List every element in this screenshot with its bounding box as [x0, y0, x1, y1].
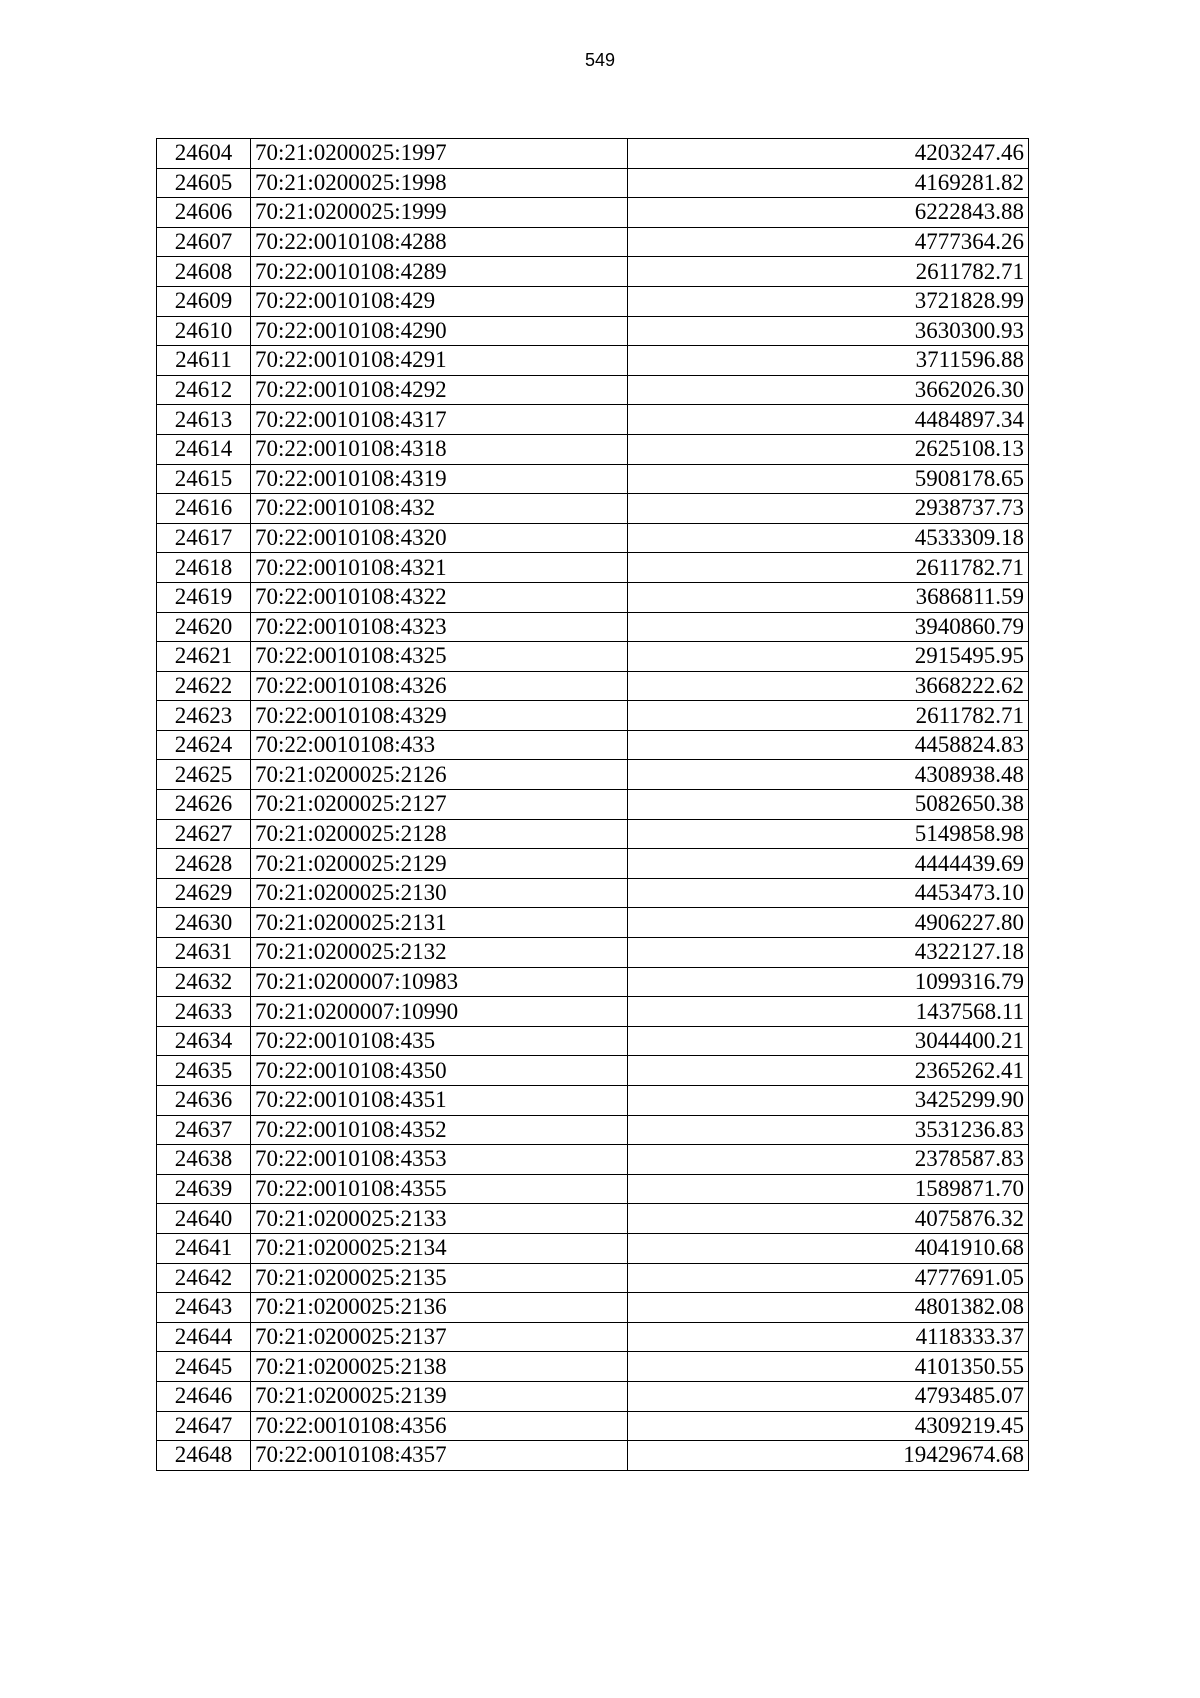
cadastral-value-cell: 5149858.98: [628, 819, 1029, 849]
row-number-cell: 24637: [157, 1115, 251, 1145]
row-number-cell: 24613: [157, 405, 251, 435]
cadastral-number-cell: 70:21:0200025:2130: [251, 878, 628, 908]
table-row: [157, 730, 1029, 760]
table-row: [157, 1026, 1029, 1056]
cadastral-value-cell: 1099316.79: [628, 967, 1029, 997]
cadastral-number-cell: 70:22:0010108:4320: [251, 523, 628, 553]
cadastral-number-cell: 70:21:0200025:2127: [251, 790, 628, 820]
table-row: [157, 1381, 1029, 1411]
cadastral-value-cell: 4308938.48: [628, 760, 1029, 790]
row-number-cell: 24615: [157, 464, 251, 494]
table-row: [157, 346, 1029, 376]
cadastral-value-cell: 5908178.65: [628, 464, 1029, 494]
row-number-cell: 24625: [157, 760, 251, 790]
table-row: [157, 375, 1029, 405]
cadastral-number-cell: 70:22:0010108:4351: [251, 1086, 628, 1116]
cadastral-number-cell: 70:22:0010108:4288: [251, 227, 628, 257]
cadastral-value-cell: 4458824.83: [628, 730, 1029, 760]
row-number-cell: 24648: [157, 1441, 251, 1471]
table-row: [157, 316, 1029, 346]
table-row: [157, 790, 1029, 820]
table-row: [157, 1293, 1029, 1323]
table-row: [157, 612, 1029, 642]
cadastral-number-cell: 70:22:0010108:4289: [251, 257, 628, 287]
row-number-cell: 24619: [157, 582, 251, 612]
table-row: [157, 938, 1029, 968]
table-row: [157, 523, 1029, 553]
cadastral-number-cell: 70:22:0010108:433: [251, 730, 628, 760]
table-row: [157, 671, 1029, 701]
cadastral-value-cell: 4203247.46: [628, 139, 1029, 169]
row-number-cell: 24606: [157, 198, 251, 228]
cadastral-number-cell: 70:22:0010108:4321: [251, 553, 628, 583]
cadastral-value-cell: 3668222.62: [628, 671, 1029, 701]
row-number-cell: 24621: [157, 642, 251, 672]
cadastral-number-cell: 70:21:0200007:10983: [251, 967, 628, 997]
row-number-cell: 24644: [157, 1322, 251, 1352]
table-row: [157, 878, 1029, 908]
cadastral-number-cell: 70:22:0010108:4323: [251, 612, 628, 642]
cadastral-number-cell: 70:22:0010108:429: [251, 286, 628, 316]
cadastral-value-cell: 3425299.90: [628, 1086, 1029, 1116]
table-body: [157, 139, 1029, 1471]
cadastral-number-cell: 70:22:0010108:435: [251, 1026, 628, 1056]
row-number-cell: 24605: [157, 168, 251, 198]
cadastral-value-table: [156, 138, 1029, 1471]
cadastral-value-cell: 4309219.45: [628, 1411, 1029, 1441]
row-number-cell: 24620: [157, 612, 251, 642]
row-number-cell: 24626: [157, 790, 251, 820]
cadastral-value-cell: 4484897.34: [628, 405, 1029, 435]
cadastral-value-cell: 4453473.10: [628, 878, 1029, 908]
cadastral-value-cell: 2938737.73: [628, 494, 1029, 524]
cadastral-value-cell: 3044400.21: [628, 1026, 1029, 1056]
row-number-cell: 24611: [157, 346, 251, 376]
cadastral-value-cell: 3662026.30: [628, 375, 1029, 405]
row-number-cell: 24642: [157, 1263, 251, 1293]
table-row: [157, 553, 1029, 583]
cadastral-value-cell: 4777691.05: [628, 1263, 1029, 1293]
row-number-cell: 24636: [157, 1086, 251, 1116]
table-row: [157, 464, 1029, 494]
table-row: [157, 1233, 1029, 1263]
table-row: [157, 642, 1029, 672]
cadastral-number-cell: 70:22:0010108:4329: [251, 701, 628, 731]
cadastral-value-cell: 4444439.69: [628, 849, 1029, 879]
cadastral-value-cell: 19429674.68: [628, 1441, 1029, 1471]
cadastral-value-cell: 3531236.83: [628, 1115, 1029, 1145]
cadastral-value-cell: 2915495.95: [628, 642, 1029, 672]
cadastral-value-cell: 4777364.26: [628, 227, 1029, 257]
cadastral-number-cell: 70:21:0200025:2131: [251, 908, 628, 938]
cadastral-number-cell: 70:21:0200025:1998: [251, 168, 628, 198]
table-row: [157, 405, 1029, 435]
cadastral-value-cell: 4075876.32: [628, 1204, 1029, 1234]
table-row: [157, 1263, 1029, 1293]
cadastral-number-cell: 70:22:0010108:4353: [251, 1145, 628, 1175]
row-number-cell: 24645: [157, 1352, 251, 1382]
cadastral-number-cell: 70:21:0200025:2126: [251, 760, 628, 790]
row-number-cell: 24624: [157, 730, 251, 760]
cadastral-number-cell: 70:21:0200025:2139: [251, 1381, 628, 1411]
row-number-cell: 24612: [157, 375, 251, 405]
row-number-cell: 24632: [157, 967, 251, 997]
cadastral-number-cell: 70:21:0200025:2128: [251, 819, 628, 849]
table-row: [157, 1411, 1029, 1441]
cadastral-number-cell: 70:22:0010108:4326: [251, 671, 628, 701]
table-row: [157, 701, 1029, 731]
table-row: [157, 434, 1029, 464]
cadastral-number-cell: 70:21:0200025:2134: [251, 1233, 628, 1263]
cadastral-number-cell: 70:22:0010108:4318: [251, 434, 628, 464]
cadastral-value-cell: 2611782.71: [628, 257, 1029, 287]
cadastral-value-cell: 4118333.37: [628, 1322, 1029, 1352]
cadastral-value-cell: 3940860.79: [628, 612, 1029, 642]
cadastral-value-cell: 5082650.38: [628, 790, 1029, 820]
row-number-cell: 24635: [157, 1056, 251, 1086]
table-row: [157, 1145, 1029, 1175]
table-row: [157, 1204, 1029, 1234]
cadastral-number-cell: 70:22:0010108:4325: [251, 642, 628, 672]
cadastral-number-cell: 70:22:0010108:4352: [251, 1115, 628, 1145]
row-number-cell: 24614: [157, 434, 251, 464]
row-number-cell: 24623: [157, 701, 251, 731]
cadastral-value-cell: 3686811.59: [628, 582, 1029, 612]
table-row: [157, 494, 1029, 524]
table-row: [157, 760, 1029, 790]
table-row: [157, 257, 1029, 287]
row-number-cell: 24629: [157, 878, 251, 908]
cadastral-value-cell: 4322127.18: [628, 938, 1029, 968]
row-number-cell: 24647: [157, 1411, 251, 1441]
row-number-cell: 24643: [157, 1293, 251, 1323]
cadastral-value-cell: 2611782.71: [628, 701, 1029, 731]
table-row: [157, 1174, 1029, 1204]
table-row: [157, 967, 1029, 997]
cadastral-value-cell: 2625108.13: [628, 434, 1029, 464]
table-row: [157, 1352, 1029, 1382]
table-row: [157, 1056, 1029, 1086]
cadastral-value-cell: 2365262.41: [628, 1056, 1029, 1086]
cadastral-number-cell: 70:21:0200025:2137: [251, 1322, 628, 1352]
row-number-cell: 24640: [157, 1204, 251, 1234]
cadastral-number-cell: 70:21:0200025:2133: [251, 1204, 628, 1234]
row-number-cell: 24617: [157, 523, 251, 553]
cadastral-value-cell: 4169281.82: [628, 168, 1029, 198]
table-row: [157, 198, 1029, 228]
cadastral-value-cell: 2378587.83: [628, 1145, 1029, 1175]
cadastral-number-cell: 70:22:0010108:4357: [251, 1441, 628, 1471]
table-row: [157, 849, 1029, 879]
cadastral-number-cell: 70:22:0010108:432: [251, 494, 628, 524]
row-number-cell: 24634: [157, 1026, 251, 1056]
cadastral-number-cell: 70:21:0200025:2135: [251, 1263, 628, 1293]
table-row: [157, 582, 1029, 612]
cadastral-number-cell: 70:21:0200007:10990: [251, 997, 628, 1027]
row-number-cell: 24630: [157, 908, 251, 938]
row-number-cell: 24646: [157, 1381, 251, 1411]
table-row: [157, 227, 1029, 257]
cadastral-value-cell: 4101350.55: [628, 1352, 1029, 1382]
table-row: [157, 286, 1029, 316]
row-number-cell: 24608: [157, 257, 251, 287]
cadastral-value-cell: 1589871.70: [628, 1174, 1029, 1204]
cadastral-number-cell: 70:21:0200025:2129: [251, 849, 628, 879]
row-number-cell: 24628: [157, 849, 251, 879]
cadastral-value-cell: 2611782.71: [628, 553, 1029, 583]
table-row: [157, 1322, 1029, 1352]
cadastral-value-cell: 4533309.18: [628, 523, 1029, 553]
cadastral-number-cell: 70:21:0200025:1999: [251, 198, 628, 228]
table-row: [157, 908, 1029, 938]
cadastral-number-cell: 70:22:0010108:4356: [251, 1411, 628, 1441]
cadastral-value-cell: 4793485.07: [628, 1381, 1029, 1411]
cadastral-value-cell: 1437568.11: [628, 997, 1029, 1027]
table-row: [157, 168, 1029, 198]
table-row: [157, 1441, 1029, 1471]
row-number-cell: 24616: [157, 494, 251, 524]
cadastral-number-cell: 70:22:0010108:4319: [251, 464, 628, 494]
cadastral-value-cell: 4906227.80: [628, 908, 1029, 938]
row-number-cell: 24639: [157, 1174, 251, 1204]
row-number-cell: 24627: [157, 819, 251, 849]
cadastral-number-cell: 70:21:0200025:1997: [251, 139, 628, 169]
cadastral-number-cell: 70:22:0010108:4290: [251, 316, 628, 346]
table-row: [157, 139, 1029, 169]
row-number-cell: 24610: [157, 316, 251, 346]
row-number-cell: 24607: [157, 227, 251, 257]
cadastral-value-cell: 3721828.99: [628, 286, 1029, 316]
row-number-cell: 24622: [157, 671, 251, 701]
cadastral-number-cell: 70:22:0010108:4317: [251, 405, 628, 435]
page-number: 549: [584, 50, 616, 70]
cadastral-value-cell: 3630300.93: [628, 316, 1029, 346]
cadastral-number-cell: 70:22:0010108:4350: [251, 1056, 628, 1086]
row-number-cell: 24633: [157, 997, 251, 1027]
cadastral-number-cell: 70:22:0010108:4322: [251, 582, 628, 612]
cadastral-value-cell: 4801382.08: [628, 1293, 1029, 1323]
cadastral-number-cell: 70:21:0200025:2138: [251, 1352, 628, 1382]
cadastral-number-cell: 70:22:0010108:4355: [251, 1174, 628, 1204]
cadastral-value-cell: 3711596.88: [628, 346, 1029, 376]
row-number-cell: 24641: [157, 1233, 251, 1263]
table-row: [157, 819, 1029, 849]
row-number-cell: 24638: [157, 1145, 251, 1175]
row-number-cell: 24618: [157, 553, 251, 583]
cadastral-number-cell: 70:22:0010108:4291: [251, 346, 628, 376]
row-number-cell: 24604: [157, 139, 251, 169]
cadastral-number-cell: 70:22:0010108:4292: [251, 375, 628, 405]
cadastral-number-cell: 70:21:0200025:2136: [251, 1293, 628, 1323]
cadastral-number-cell: 70:21:0200025:2132: [251, 938, 628, 968]
table-row: [157, 1115, 1029, 1145]
table-row: [157, 997, 1029, 1027]
cadastral-value-cell: 4041910.68: [628, 1233, 1029, 1263]
row-number-cell: 24631: [157, 938, 251, 968]
table-row: [157, 1086, 1029, 1116]
row-number-cell: 24609: [157, 286, 251, 316]
cadastral-value-cell: 6222843.88: [628, 198, 1029, 228]
